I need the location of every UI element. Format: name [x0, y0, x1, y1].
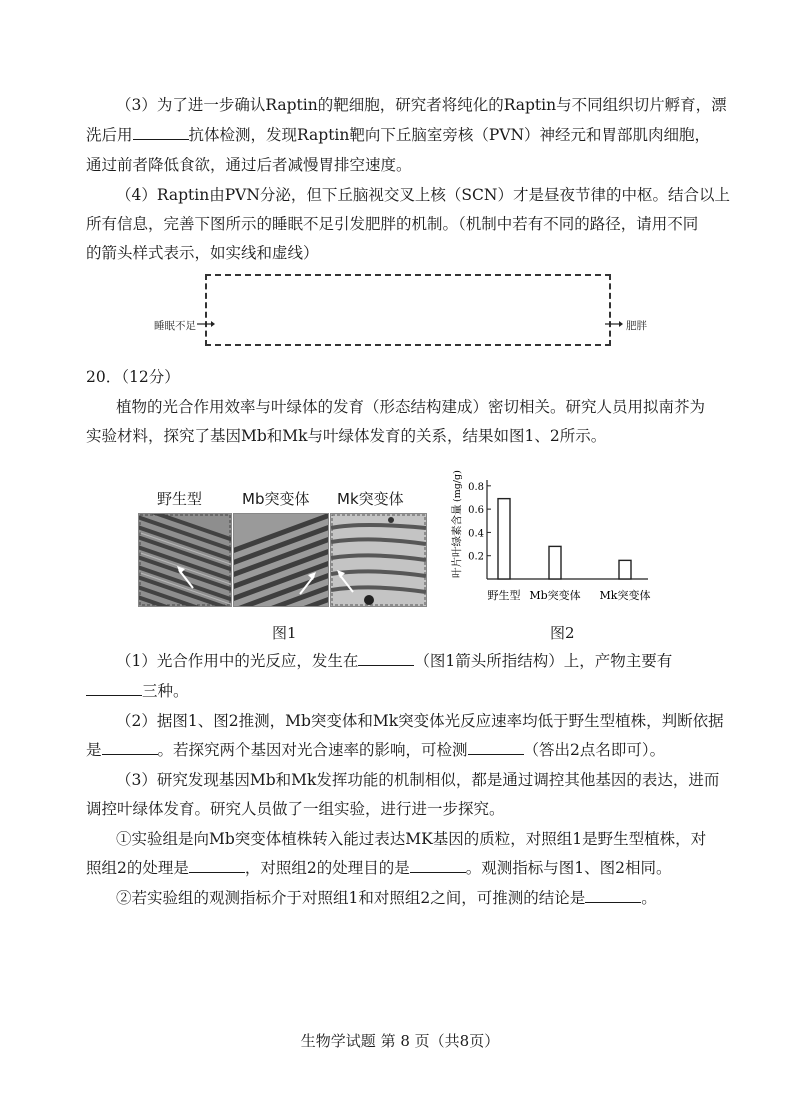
y-tick-label: 0.6	[468, 505, 484, 517]
arrow-icon	[337, 570, 359, 598]
micrograph-mb	[233, 513, 329, 607]
chart-ylabel: 叶片叶绿素含量	[451, 504, 463, 578]
q20-p2-text-c: （答出2点名即可）。	[523, 741, 666, 759]
answer-blank[interactable]	[102, 740, 158, 755]
right-arrow-icon	[604, 318, 624, 330]
q19-p4-line2: 所有信息，完善下图所示的睡眠不足引发肥胖的机制。（机制中若有不同的路径，请用不同	[86, 215, 699, 233]
q19-p3-text-a: 洗后用	[86, 126, 133, 144]
q20-p3-line1: （3）研究发现基因Mb和Mk发挥功能的机制相似，都是通过调控其他基因的表达，进而	[116, 771, 720, 789]
q19-p3-line2	[86, 125, 710, 145]
q20-p3a-line2	[86, 858, 671, 878]
bar-2	[619, 560, 631, 579]
right-arrow-icon	[196, 318, 216, 330]
q19-p4-line3: 的箭头样式表示，如实线和虚线）	[86, 244, 319, 262]
y-tick-label: 0.8	[468, 481, 484, 493]
y-tick-label: 0.4	[468, 528, 484, 540]
q20-p3a-text-a: 照组2的处理是	[86, 859, 189, 877]
q20-p2-text-a: 是	[86, 741, 102, 759]
q19-p3-text-b: 抗体检测，发现Raptin靶向下丘脑室旁核（PVN）神经元和胃部肌肉细胞，	[188, 126, 711, 144]
q20-p3a-text-b: ，对照组2的处理目的是	[244, 859, 410, 877]
q20-p3b-text-b: 。	[641, 889, 657, 907]
fig1-title-mk: Mk突变体	[337, 490, 404, 508]
arrow-icon	[296, 572, 318, 600]
q20-p2-line2	[86, 740, 665, 760]
q20-intro-line1: 植物的光合作用效率与叶绿体的发育（形态结构建成）密切相关。研究人员用拟南芥为	[116, 398, 706, 416]
micrograph-mk	[330, 513, 427, 607]
page-footer: 生物学试题 第 8 页（共8页）	[300, 1032, 500, 1050]
fig1-caption: 图1	[272, 624, 297, 642]
fig2-caption: 图2	[550, 624, 575, 642]
y-tick-label: 0.2	[468, 551, 484, 563]
q20-p2-line1: （2）据图1、图2推测，Mb突变体和Mk突变体光反应速率均低于野生型植株，判断依据	[116, 712, 724, 730]
q20-p3-line2: 调控叶绿体发育。研究人员做了一组实验，进行进一步探究。	[86, 800, 505, 818]
chart-yunit: (mg/g)	[452, 470, 463, 502]
fig1-title-wildtype: 野生型	[157, 490, 203, 508]
q20-p1-text-c: 三种。	[142, 682, 189, 700]
diagram-left-label: 睡眠不足	[154, 320, 196, 332]
q20-p1-text-b: （图1箭头所指结构）上，产物主要有	[414, 652, 673, 670]
q19-p3-line1: （3）为了进一步确认Raptin的靶细胞，研究者将纯化的Raptin与不同组织切片孵育，漂	[116, 96, 727, 114]
q20-p1-text-a: （1）光合作用中的光反应，发生在	[116, 652, 359, 670]
q19-p4-line1: （4）Raptin由PVN分泌，但下丘脑视交叉上核（SCN）才是昼夜节律的中枢。结合以上	[116, 186, 730, 204]
q19-p3-line3: 通过前者降低食欲，通过后者减慢胃排空速度。	[86, 156, 412, 174]
fig2-chart	[440, 462, 680, 612]
answer-blank[interactable]	[189, 858, 245, 873]
answer-blank[interactable]	[585, 888, 641, 903]
fig1-title-mb: Mb突变体	[242, 490, 310, 508]
bar-0	[498, 499, 510, 579]
q20-p3b-line1	[116, 888, 657, 908]
q20-p1-line2	[86, 681, 189, 701]
answer-blank[interactable]	[133, 125, 189, 140]
mechanism-answer-box[interactable]	[205, 274, 611, 346]
x-category-label: 野生型	[487, 589, 521, 602]
bar-1	[549, 546, 561, 579]
x-category-label: Mk突变体	[599, 589, 651, 602]
micrograph-wildtype	[138, 513, 232, 607]
q20-p3a-line1: ①实验组是向Mb突变体植株转入能过表达MK基因的质粒，对照组1是野生型植株，对	[116, 830, 707, 848]
diagram-right-label: 肥胖	[626, 320, 647, 332]
q20-intro-line2: 实验材料，探究了基因Mb和Mk与叶绿体发育的关系，结果如图1、2所示。	[86, 427, 607, 445]
answer-blank[interactable]	[410, 858, 466, 873]
q20-header: 20．（12分）	[86, 368, 180, 386]
q20-p1-line1	[116, 651, 672, 671]
arrow-icon	[177, 566, 199, 594]
x-category-label: Mb突变体	[529, 589, 581, 602]
answer-blank[interactable]	[86, 681, 142, 696]
q20-p3b-text-a: ②若实验组的观测指标介于对照组1和对照组2之间，可推测的结论是	[116, 889, 586, 907]
q20-p2-text-b: 。若探究两个基因对光合速率的影响，可检测	[157, 741, 468, 759]
answer-blank[interactable]	[468, 740, 524, 755]
answer-blank[interactable]	[358, 651, 414, 666]
q20-p3a-text-c: 。观测指标与图1、图2相同。	[465, 859, 672, 877]
